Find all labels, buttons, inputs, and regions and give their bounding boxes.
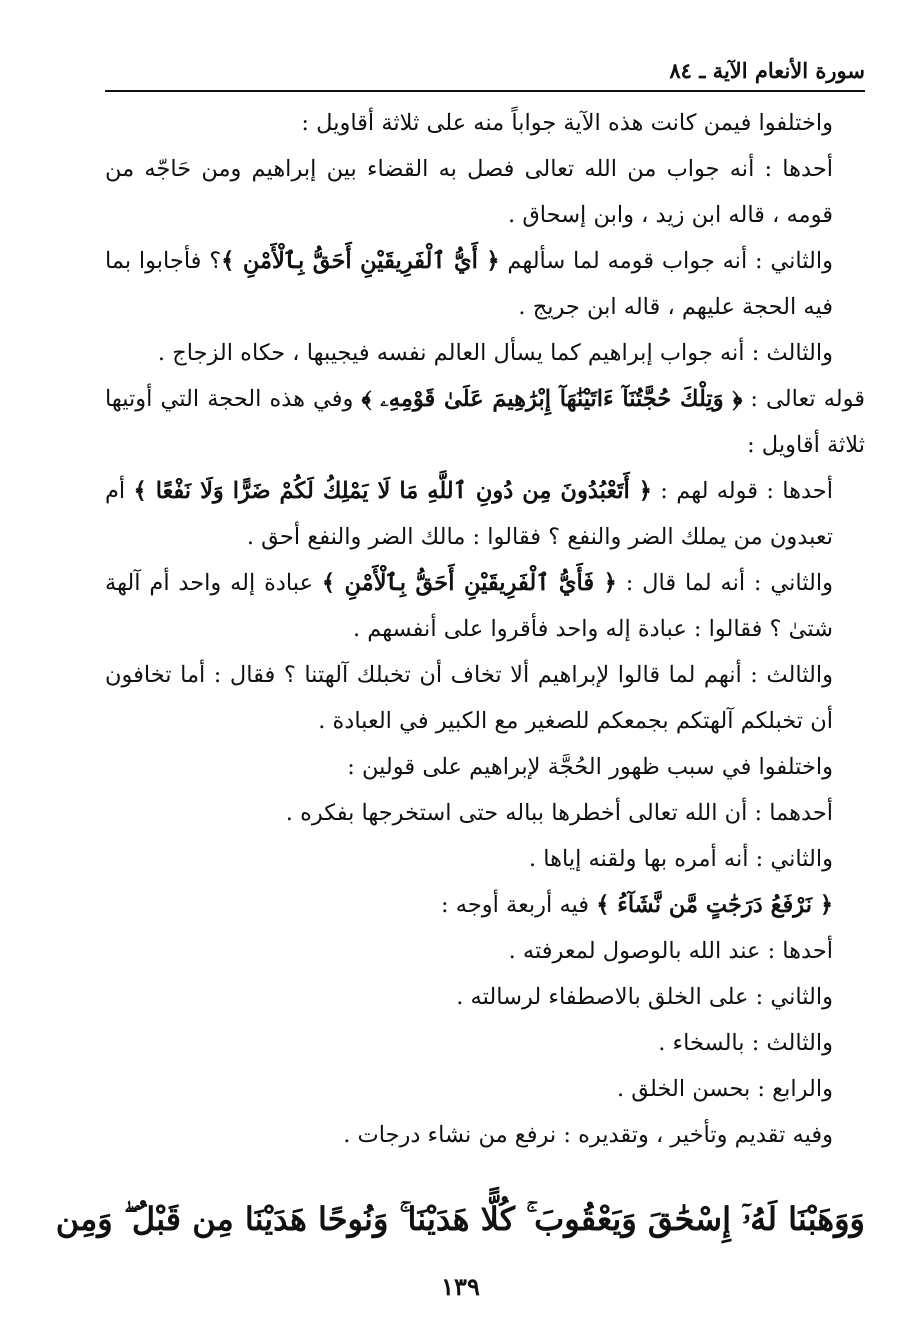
quran-quote: ﴿ أَيُّ ٱلْفَرِيقَيْنِ أَحَقُّ بِٱلْأَمْنِ ﴾ bbox=[221, 248, 500, 274]
running-header bbox=[105, 52, 865, 92]
paragraph: والرابع : بحسن الخلق . bbox=[616, 1076, 833, 1102]
paragraph bbox=[105, 882, 865, 928]
quran-quote: ﴿ نَرْفَعُ دَرَجَٰتٍ مَّن نَّشَآءُ ﴾ bbox=[596, 892, 833, 918]
quran-quote: ﴿ فَأَيُّ ٱلْفَرِيقَيْنِ أَحَقُّ بِٱلْأَمْنِ ﴾ bbox=[321, 570, 617, 596]
paragraph-text: أحدها : قوله لهم : bbox=[651, 478, 833, 504]
paragraph bbox=[105, 238, 865, 330]
paragraph: أحدها : عند الله بالوصول لمعرفته . bbox=[508, 938, 833, 964]
paragraph: والثالث : بالسخاء . bbox=[658, 1030, 833, 1056]
paragraph: والثالث : أنه جواب إبراهيم كما يسأل العالم نفسه فيجيبها ، حكاه الزجاج . bbox=[157, 340, 833, 366]
commentary-text bbox=[105, 100, 865, 1158]
paragraph-text: فيه أربعة أوجه : bbox=[441, 892, 597, 918]
quran-quote: ﴿ أَتَعْبُدُونَ مِن دُونِ ٱللَّهِ مَا لَا يَمْلِكُ لَكُمْ ضَرًّا وَلَا نَفْعًا ﴾ bbox=[133, 478, 652, 504]
quran-verse: وَوَهَبْنَا لَهُۥٓ إِسْحَٰقَ وَيَعْقُوبَ ۚ كُلًّا هَدَيْنَا ۚ وَنُوحًا هَدَيْنَا مِن قَبْلُ ۖ وَمِن bbox=[55, 1200, 865, 1238]
paragraph: واختلفوا في سبب ظهور الحُجَّة لإبراهيم على قولين : bbox=[347, 754, 833, 780]
paragraph-text: أم تعبدون من يملك الضر والنفع ؟ فقالوا : مالك الضر والنفع أحق . bbox=[105, 478, 833, 550]
paragraph: أحدهما : أن الله تعالى أخطرها بباله حتى استخرجها بفكره . bbox=[285, 800, 833, 826]
header-title: سورة الأنعام الآية ـ ٨٤ bbox=[669, 58, 865, 83]
quran-quote: ﴿ وَتِلْكَ حُجَّتُنَآ ءَاتَيْنَٰهَآ إِبْرَٰهِيمَ عَلَىٰ قَوْمِهِۦ ﴾ bbox=[361, 386, 743, 412]
paragraph-text: والثاني : أنه جواب قومه لما سألهم bbox=[499, 248, 833, 274]
paragraph-text: قوله تعالى : bbox=[742, 386, 865, 412]
paragraph bbox=[105, 376, 865, 468]
paragraph: والثالث : أنهم لما قالوا لإبراهيم ألا تخاف أن تخبلك آلهتنا ؟ فقال : أما تخافون أن تخبلكم آلهتكم بجمعكم للصغير مع الكبير في العبادة . bbox=[105, 662, 833, 734]
paragraph: واختلفوا فيمن كانت هذه الآية جواباً منه على ثلاثة أقاويل : bbox=[301, 110, 833, 136]
paragraph bbox=[105, 560, 865, 652]
paragraph-text: والثاني : أنه لما قال : bbox=[616, 570, 833, 596]
paragraph: أحدها : أنه جواب من الله تعالى فصل به القضاء بين إبراهيم ومن حَاجّه من قومه ، قاله ابن زيد ، وابن إسحاق . bbox=[105, 156, 833, 228]
paragraph-text: عبادة إله واحد أم آلهة شتىٰ ؟ فقالوا : عبادة إله واحد فأقروا على أنفسهم . bbox=[105, 570, 833, 642]
paragraph: والثاني : على الخلق بالاصطفاء لرسالته . bbox=[456, 984, 833, 1010]
paragraph bbox=[105, 468, 865, 560]
page-number: ١٣٩ bbox=[441, 1272, 480, 1301]
paragraph-text: ؟ فأجابوا بما فيه الحجة عليهم ، قاله ابن جريج . bbox=[105, 248, 833, 320]
paragraph: والثاني : أنه أمره بها ولقنه إياها . bbox=[528, 846, 833, 872]
paragraph: وفيه تقديم وتأخير ، وتقديره : نرفع من نشاء درجات . bbox=[343, 1122, 833, 1148]
paragraph-text: وفي هذه الحجة التي أوتيها ثلاثة أقاويل : bbox=[105, 386, 865, 458]
